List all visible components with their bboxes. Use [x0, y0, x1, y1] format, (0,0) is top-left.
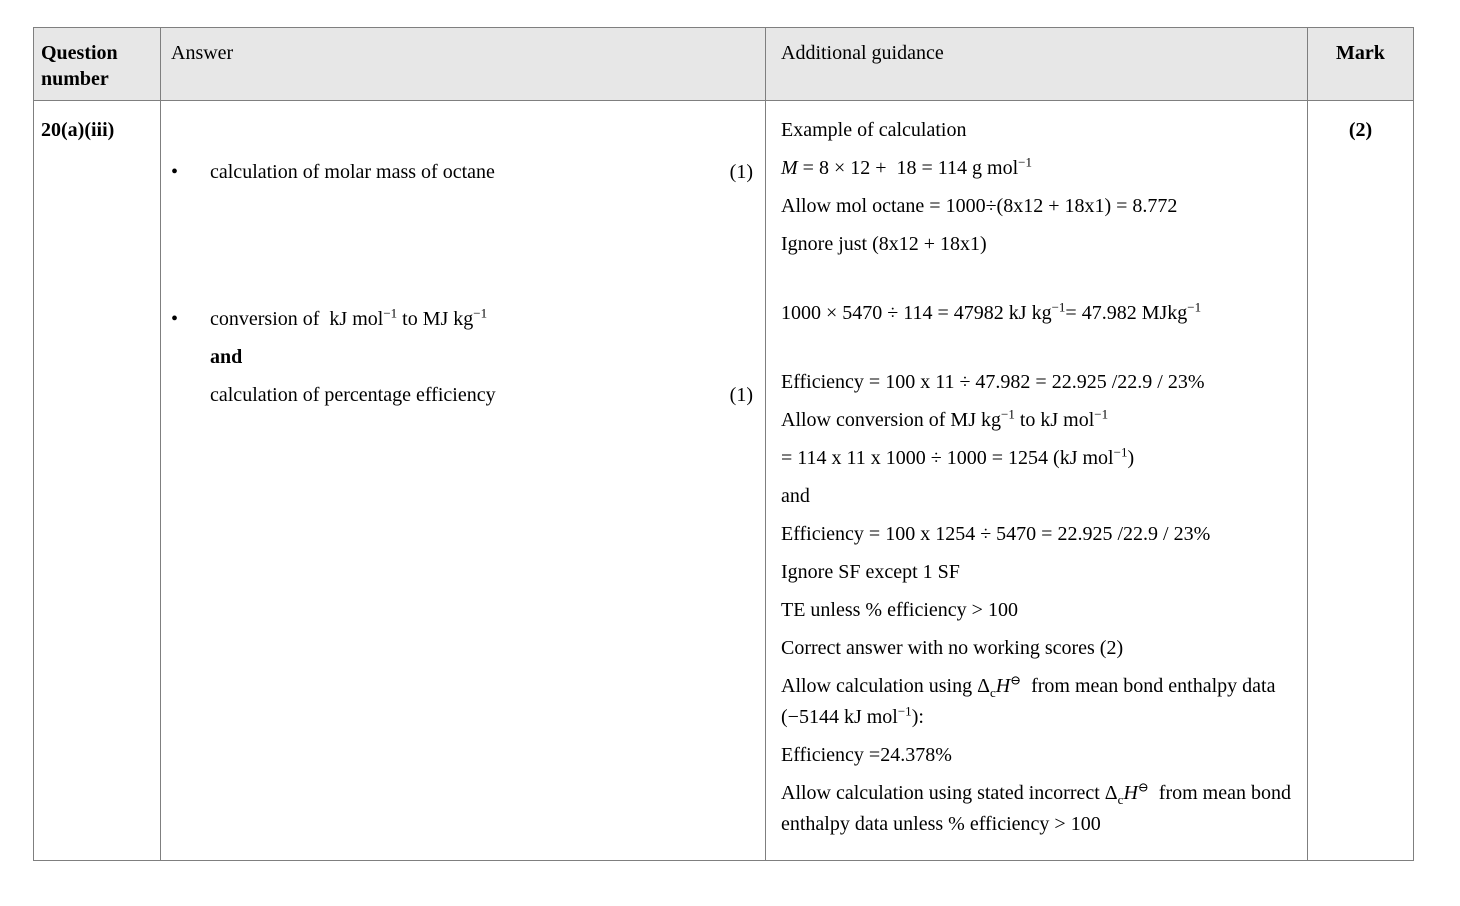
text-segment: ):: [911, 706, 924, 728]
guidance-line: [781, 367, 1295, 398]
guidance-line: [781, 298, 1295, 329]
text-segment: Allow conversion of MJ kg: [781, 409, 1001, 431]
answer-point-text: [210, 342, 242, 373]
text-segment: −1: [1018, 154, 1033, 170]
text-segment: c: [1117, 792, 1124, 807]
guidance-line: [781, 229, 1295, 260]
guidance-line: [781, 671, 1295, 733]
answer-point: [171, 304, 753, 335]
text-segment: to kJ mol: [1014, 409, 1095, 431]
text-segment: ⊖: [1010, 672, 1022, 688]
text-segment: c: [989, 685, 996, 700]
guidance-line: [781, 405, 1295, 436]
answer-point-mark: (1): [729, 384, 753, 406]
text-segment: Correct answer with no working scores (2): [781, 637, 1124, 659]
text-segment: and: [210, 346, 243, 368]
text-segment: Efficiency = 100 x 1254 ÷ 5470 = 22.925 /22.9 / 23%: [781, 523, 1211, 545]
text-segment: to MJ kg: [397, 308, 474, 330]
text-segment: −1: [1000, 406, 1015, 422]
text-segment: H: [1123, 782, 1138, 804]
text-segment: 1000 × 5470 ÷ 114 = 47982 kJ kg: [781, 302, 1052, 324]
answer-point-mark: (1): [729, 161, 753, 183]
text-segment: −1: [1113, 444, 1128, 460]
guidance-line: [781, 633, 1295, 664]
text-segment: = 47.982 MJkg: [1065, 302, 1188, 324]
guidance-line: [781, 557, 1295, 588]
header-question-number: Question number: [34, 28, 161, 101]
text-segment: Ignore SF except 1 SF: [781, 561, 960, 583]
text-segment: H: [995, 675, 1011, 697]
guidance-line: [781, 481, 1295, 512]
text-segment: Allow mol octane = 1000÷(8x12 + 18x1) = 8.772: [781, 195, 1178, 217]
text-segment: ): [1127, 447, 1135, 469]
mark-scheme-table: [33, 27, 1414, 861]
text-segment: −1: [1094, 406, 1109, 422]
answer-point-text: [210, 157, 495, 188]
mark-cell: (2): [1308, 101, 1414, 861]
text-segment: and: [781, 485, 810, 507]
header-mark: Mark: [1308, 28, 1414, 101]
text-segment: −1: [1187, 299, 1202, 315]
text-segment: TE unless % efficiency > 100: [781, 599, 1018, 621]
text-segment: conversion of kJ mol: [210, 308, 384, 330]
answer-list: [171, 157, 753, 411]
text-segment: calculation of molar mass of octane: [210, 161, 495, 183]
guidance-line: [781, 191, 1295, 222]
additional-guidance-cell: [766, 101, 1308, 861]
text-segment: from mean bond enthalpy data (−5144 kJ mol: [781, 675, 1281, 728]
text-segment: Allow calculation using stated incorrect Δ: [781, 782, 1118, 804]
text-segment: −1: [383, 305, 398, 321]
guidance-list: [781, 115, 1295, 840]
text-segment: Efficiency = 100 x 11 ÷ 47.982 = 22.925 /22.9 / 23%: [781, 371, 1205, 393]
text-segment: = 114 x 11 x 1000 ÷ 1000 = 1254 (kJ mol: [781, 447, 1114, 469]
text-segment: ⊖: [1137, 779, 1149, 795]
guidance-line: [781, 519, 1295, 550]
answer-point: [171, 157, 753, 188]
text-segment: from mean bond enthalpy data unless % efficiency > 100: [781, 782, 1296, 835]
answer-point: [171, 380, 753, 411]
text-segment: M: [781, 157, 798, 179]
text-segment: calculation of percentage efficiency: [210, 384, 496, 406]
header-row: [34, 28, 1414, 101]
text-segment: Example of calculation: [781, 119, 967, 141]
header-additional-guidance: Additional guidance: [766, 28, 1308, 101]
text-segment: −1: [473, 305, 488, 321]
text-segment: Allow calculation using Δ: [781, 675, 990, 697]
text-segment: Ignore just (8x12 + 18x1): [781, 233, 987, 255]
guidance-line: [781, 443, 1295, 474]
answer-point-text: [210, 380, 496, 411]
text-segment: −1: [1051, 299, 1066, 315]
guidance-line: [781, 778, 1295, 840]
guidance-line: [781, 595, 1295, 626]
answer-point: [171, 342, 753, 373]
table-row: [34, 101, 1414, 861]
header-answer: Answer: [161, 28, 766, 101]
question-number-cell: 20(a)(iii): [34, 101, 161, 861]
guidance-line: [781, 115, 1295, 146]
bullet-icon: •: [171, 161, 179, 183]
text-segment: −1: [897, 703, 912, 719]
guidance-line: [781, 153, 1295, 184]
bullet-icon: •: [171, 308, 179, 330]
text-segment: = 8 × 12 + 18 = 114 g mol: [797, 157, 1019, 179]
answer-point-text: [210, 304, 487, 335]
answer-cell: [161, 101, 766, 861]
text-segment: Efficiency =24.378%: [781, 744, 952, 766]
guidance-line: [781, 740, 1295, 771]
